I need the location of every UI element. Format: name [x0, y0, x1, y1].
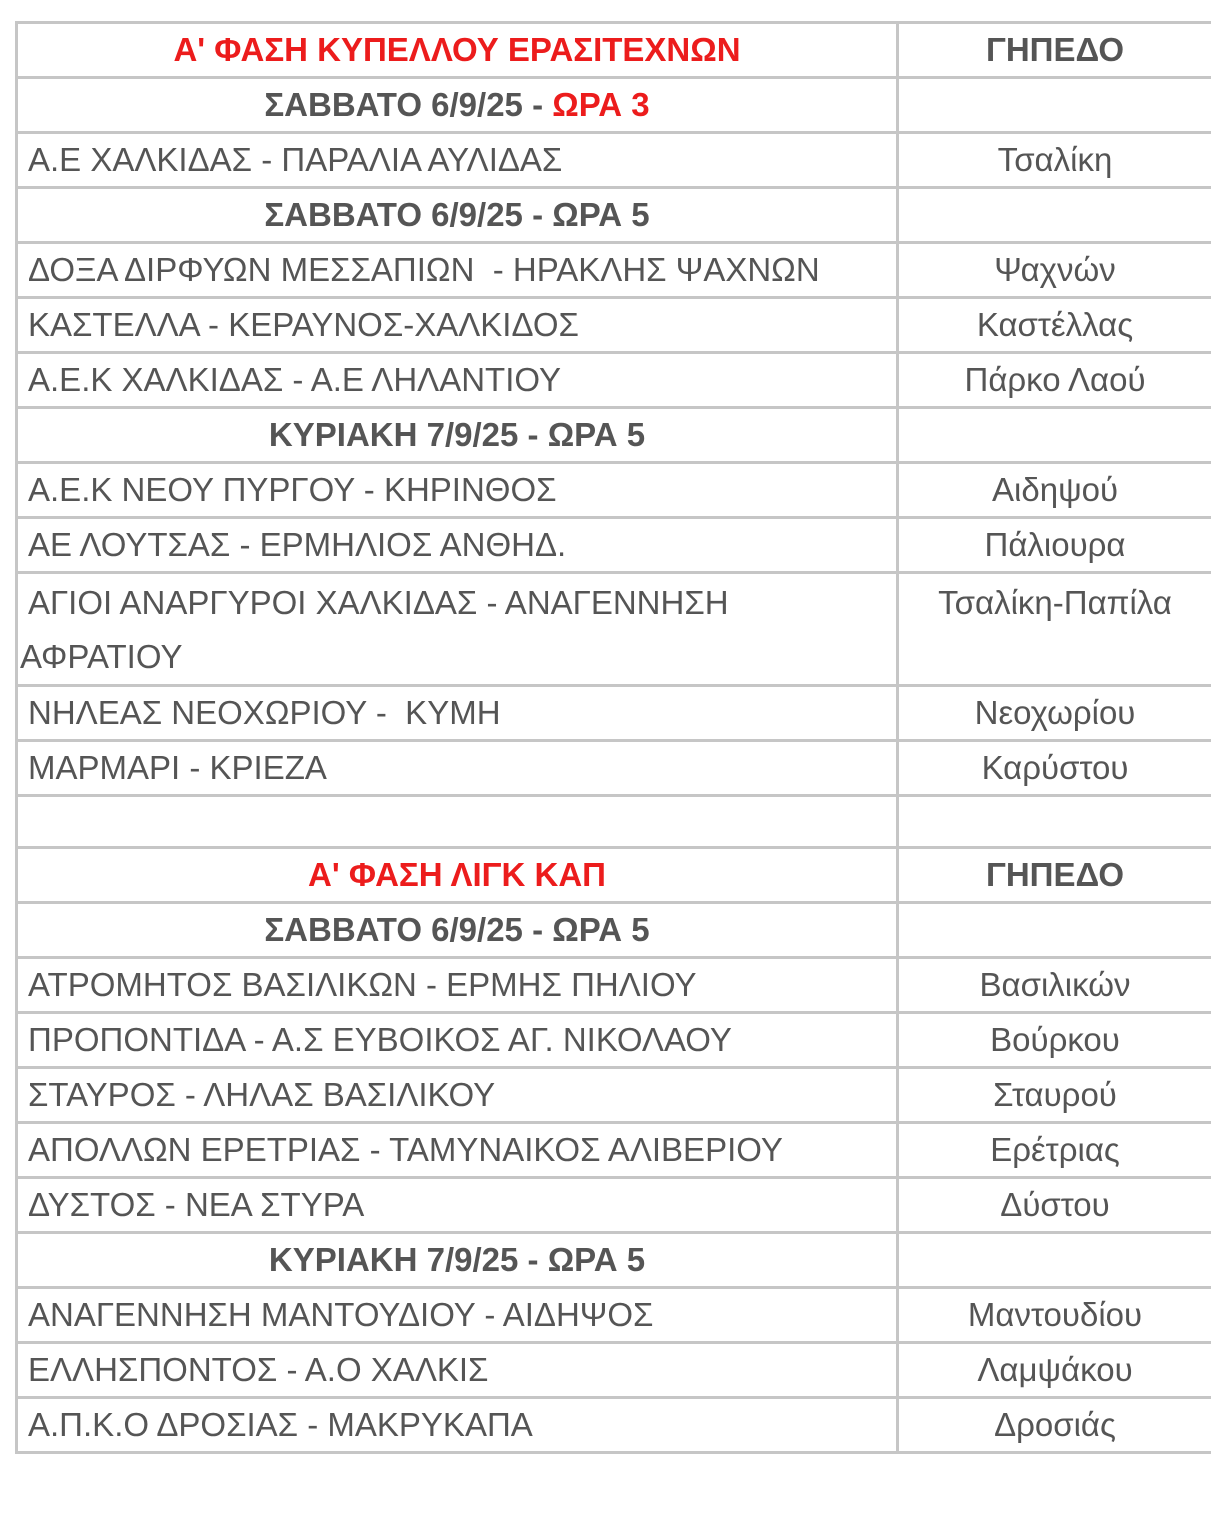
match-row — [17, 1178, 1211, 1233]
match-name: ΣΤΑΥΡΟΣ - ΛΗΛΑΣ ΒΑΣΙΛΙΚΟΥ — [28, 1076, 496, 1113]
match-cell — [17, 1013, 898, 1068]
venue-cell: Αιδηψού — [898, 463, 1211, 518]
section-header-row — [17, 23, 1211, 78]
empty-cell — [17, 796, 898, 848]
match-row — [17, 686, 1211, 741]
match-cell — [17, 686, 898, 741]
match-name: ΑΝΑΓΕΝΝΗΣΗ ΜΑΝΤΟΥΔΙΟΥ - ΑΙΔΗΨΟΣ — [28, 1296, 654, 1333]
empty-cell — [898, 1233, 1211, 1288]
match-name: ΜΑΡΜΑΡΙ - ΚΡΙΕΖΑ — [28, 749, 327, 786]
match-row — [17, 463, 1211, 518]
match-name: Α.Ε ΧΑΛΚΙΔΑΣ - ΠΑΡΑΛΙΑ ΑΥΛΙΔΑΣ — [28, 141, 563, 178]
venue-cell: Βούρκου — [898, 1013, 1211, 1068]
empty-cell — [898, 408, 1211, 463]
match-row — [17, 518, 1211, 573]
section-header-row — [17, 848, 1211, 903]
day-time: ΩΡΑ 5 — [547, 1241, 646, 1278]
match-cell — [17, 1178, 898, 1233]
match-row — [17, 243, 1211, 298]
match-row — [17, 1343, 1211, 1398]
match-cell — [17, 298, 898, 353]
day-time: ΩΡΑ 3 — [552, 86, 650, 123]
day-header-row — [17, 188, 1211, 243]
match-name: ΔΥΣΤΟΣ - ΝΕΑ ΣΤΥΡΑ — [28, 1186, 365, 1223]
day-label: ΚΥΡΙΑΚΗ 7/9/25 - — [268, 1241, 548, 1278]
match-row — [17, 298, 1211, 353]
match-row — [17, 1068, 1211, 1123]
day-header — [17, 188, 898, 243]
venue-cell: Τσαλίκη — [898, 133, 1211, 188]
day-label: ΚΥΡΙΑΚΗ 7/9/25 - — [268, 416, 548, 453]
match-row — [17, 1123, 1211, 1178]
fixtures-container — [15, 21, 1211, 1454]
venue-cell: Πάλιουρα — [898, 518, 1211, 573]
empty-cell — [898, 903, 1211, 958]
match-cell — [17, 463, 898, 518]
match-cell — [17, 1123, 898, 1178]
match-name: Α.Ε.Κ ΝΕΟΥ ΠΥΡΓΟΥ - ΚΗΡΙΝΘΟΣ — [28, 471, 557, 508]
match-row — [17, 353, 1211, 408]
match-row — [17, 133, 1211, 188]
match-name: Α.Π.Κ.Ο ΔΡΟΣΙΑΣ - ΜΑΚΡΥΚΑΠΑ — [28, 1406, 533, 1443]
venue-cell: Μαντουδίου — [898, 1288, 1211, 1343]
spacer-row — [17, 796, 1211, 848]
day-label: ΣΑΒΒΑΤΟ 6/9/25 - — [264, 86, 553, 123]
match-row — [17, 1013, 1211, 1068]
match-row — [17, 1288, 1211, 1343]
day-header — [17, 408, 898, 463]
match-name: ΝΗΛΕΑΣ ΝΕΟΧΩΡΙΟΥ - ΚΥΜΗ — [28, 694, 501, 731]
fixtures-table — [15, 21, 1211, 1454]
fixtures-table-body — [17, 23, 1211, 1453]
match-name: Α.Ε.Κ ΧΑΛΚΙΔΑΣ - Α.Ε ΛΗΛΑΝΤΙΟΥ — [28, 361, 561, 398]
match-name: ΑΠΟΛΛΩΝ ΕΡΕΤΡΙΑΣ - ΤΑΜΥΝΑΙΚΟΣ ΑΛΙΒΕΡΙΟΥ — [28, 1131, 783, 1168]
match-cell — [17, 1288, 898, 1343]
venue-cell: Βασιλικών — [898, 958, 1211, 1013]
venue-cell: Δροσιάς — [898, 1398, 1211, 1453]
match-row — [17, 958, 1211, 1013]
venue-cell: Πάρκο Λαού — [898, 353, 1211, 408]
match-cell — [17, 1068, 898, 1123]
match-row — [17, 741, 1211, 796]
day-time: ΩΡΑ 5 — [552, 196, 650, 233]
match-cell — [17, 353, 898, 408]
match-name: ΠΡΟΠΟΝΤΙΔΑ - Α.Σ ΕΥΒΟΙΚΟΣ ΑΓ. ΝΙΚΟΛΑΟΥ — [28, 1021, 732, 1058]
day-label: ΣΑΒΒΑΤΟ 6/9/25 - — [264, 911, 553, 948]
day-header-row — [17, 903, 1211, 958]
section-title: Α' ΦΑΣΗ ΛΙΓΚ ΚΑΠ — [17, 848, 898, 903]
venue-cell: Καρύστου — [898, 741, 1211, 796]
match-cell — [17, 958, 898, 1013]
venue-cell: Δύστου — [898, 1178, 1211, 1233]
day-header-row — [17, 1233, 1211, 1288]
empty-cell — [898, 796, 1211, 848]
match-name: ΑΕ ΛΟΥΤΣΑΣ - ΕΡΜΗΛΙΟΣ ΑΝΘΗΔ. — [28, 526, 567, 563]
day-header — [17, 903, 898, 958]
venue-cell: Ψαχνών — [898, 243, 1211, 298]
match-cell — [17, 243, 898, 298]
match-name: ΕΛΛΗΣΠΟΝΤΟΣ - Α.Ο ΧΑΛΚΙΣ — [28, 1351, 489, 1388]
match-row — [17, 573, 1211, 686]
day-label: ΣΑΒΒΑΤΟ 6/9/25 - — [264, 196, 553, 233]
venue-cell: Τσαλίκη-Παπίλα — [898, 573, 1211, 686]
match-cell — [17, 518, 898, 573]
day-header — [17, 1233, 898, 1288]
day-time: ΩΡΑ 5 — [552, 911, 650, 948]
section-title: Α' ΦΑΣΗ ΚΥΠΕΛΛΟΥ ΕΡΑΣΙΤΕΧΝΩΝ — [17, 23, 898, 78]
empty-cell — [898, 188, 1211, 243]
match-name: ΑΓΙΟΙ ΑΝΑΡΓΥΡΟΙ ΧΑΛΚΙΔΑΣ - ΑΝΑΓΕΝΝΗΣΗ ΑΦΡΑΤΙΟΥ — [20, 584, 729, 675]
venue-cell: Λαμψάκου — [898, 1343, 1211, 1398]
match-cell — [17, 133, 898, 188]
venue-cell: Σταυρού — [898, 1068, 1211, 1123]
match-cell — [17, 1343, 898, 1398]
match-cell — [17, 573, 898, 686]
match-cell — [17, 741, 898, 796]
day-header-row — [17, 408, 1211, 463]
venue-header: ΓΗΠΕΔΟ — [898, 23, 1211, 78]
match-cell — [17, 1398, 898, 1453]
match-row — [17, 1398, 1211, 1453]
day-header — [17, 78, 898, 133]
venue-cell: Νεοχωρίου — [898, 686, 1211, 741]
empty-cell — [898, 78, 1211, 133]
venue-header: ΓΗΠΕΔΟ — [898, 848, 1211, 903]
day-header-row — [17, 78, 1211, 133]
venue-cell: Καστέλλας — [898, 298, 1211, 353]
match-name: ΔΟΞΑ ΔΙΡΦΥΩΝ ΜΕΣΣΑΠΙΩΝ - ΗΡΑΚΛΗΣ ΨΑΧΝΩΝ — [28, 251, 820, 288]
match-name: ΑΤΡΟΜΗΤΟΣ ΒΑΣΙΛΙΚΩΝ - ΕΡΜΗΣ ΠΗΛΙΟΥ — [28, 966, 697, 1003]
match-name: ΚΑΣΤΕΛΛΑ - ΚΕΡΑΥΝΟΣ-ΧΑΛΚΙΔΟΣ — [28, 306, 579, 343]
day-time: ΩΡΑ 5 — [547, 416, 646, 453]
venue-cell: Ερέτριας — [898, 1123, 1211, 1178]
